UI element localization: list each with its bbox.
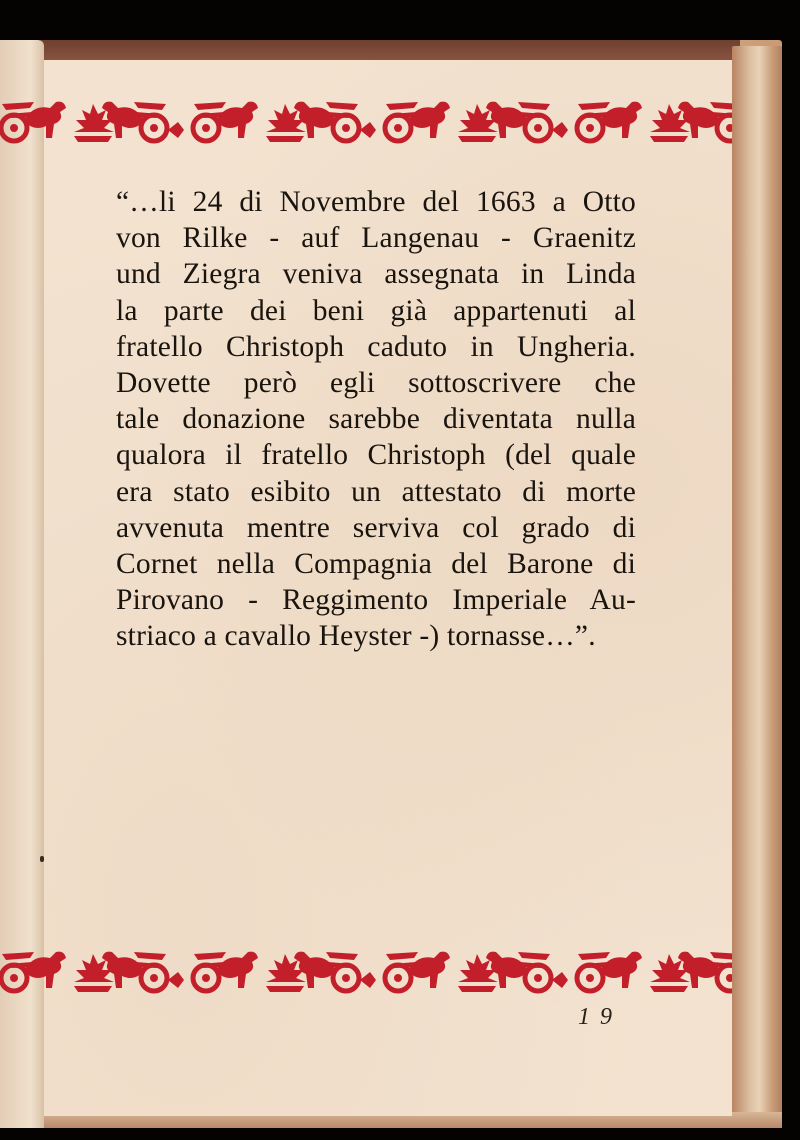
ornament-frieze-top — [0, 90, 732, 152]
ornament-frieze-bottom — [0, 940, 732, 1002]
text-line: Cornet nella Compagnia del Barone di — [116, 548, 636, 581]
text-line: Dovette però egli sottoscrivere che — [116, 367, 636, 400]
text-line: “…li 24 di Novembre del 1663 a Otto — [116, 186, 636, 218]
text-line: Pirovano - Reggimento Imperiale Au- — [116, 584, 636, 617]
text-line: qualora il fratello Christoph (del quale — [116, 439, 636, 472]
text-line: tale donazione sarebbe diventata nulla — [116, 403, 636, 436]
text-line: la parte dei beni già appartenuti al — [116, 294, 636, 327]
text-line: von Rilke - auf Langenau - Graenitz — [116, 222, 636, 255]
cover-right-flap — [732, 46, 782, 1116]
griffin-frieze-icon — [0, 940, 732, 1002]
text-line: striaco a cavallo Heyster -) tornasse…”. — [116, 620, 596, 653]
text-line: fratello Christoph caduto in Ungheria. — [116, 330, 636, 363]
text-line: avvenuta mentre serviva col grado di — [116, 511, 636, 544]
griffin-frieze-icon — [0, 90, 732, 152]
text-line: und Ziegra veniva assegnata in Linda — [116, 258, 636, 291]
cover-top-edge — [40, 40, 740, 62]
body-paragraph — [116, 184, 636, 655]
page-number: 19 — [578, 1004, 622, 1030]
text-line: era stato esibito un attestato di morte — [116, 475, 636, 508]
